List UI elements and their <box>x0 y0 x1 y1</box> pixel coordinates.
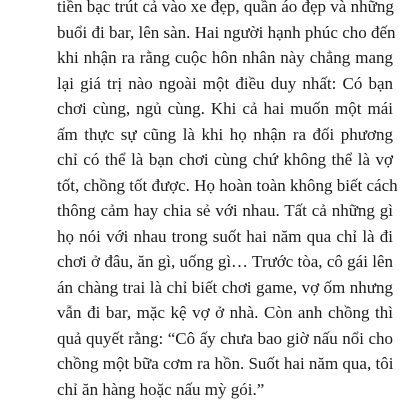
text-line-4: lại giá trị nào ngoài một điều duy nhất: Có bạn <box>57 73 393 93</box>
text-line-5: chơi cùng, ngủ cùng. Khi cả hai muốn một mái <box>57 99 393 118</box>
text-line-2: buổi đi bar, lên sàn. Hai người hạnh phúc cho đến <box>57 22 396 42</box>
text-line-10: họ nói với nhau trong suốt hai năm qua chỉ là đi <box>57 226 393 246</box>
text-line-9: thông cảm hay chia sẻ với nhau. Tất cả những gì <box>57 201 393 220</box>
text-line-12: án chàng trai là chỉ biết chơi game, vợ ốm nhưng <box>57 277 393 297</box>
text-line-8: tốt, chồng tốt được. Họ hoàn toàn không biết cách <box>57 175 398 195</box>
text-line-14: quả quyết rằng: “Cô ấy chưa bao giờ nấu nổi cho <box>57 328 393 348</box>
text-line-15: chồng một bữa cơm ra hồn. Suốt hai năm qua, tôi <box>57 354 394 373</box>
text-line-7: chỉ có thể là bạn chơi cùng chứ không thể là vợ <box>57 150 393 169</box>
text-line-6: ấm thực sự cũng là khi họ nhận ra đối phương <box>57 124 393 144</box>
text-line-1: tiền bạc trút cả vào xe đẹp, quần áo đẹp và những <box>57 0 394 16</box>
text-line-11: chơi ở đâu, ăn gì, uống gì… Trước tòa, cô gái lên <box>57 252 393 271</box>
text-line-13: vẫn đi bar, mặc kệ vợ ở nhà. Còn anh chồng thì <box>57 303 393 322</box>
text-line-3: khi nhận ra rằng cuộc hôn nhân này chẳng mang <box>57 48 393 67</box>
text-line-16: chỉ ăn hàng hoặc nấu mỳ gói.” <box>57 379 265 399</box>
body-text <box>57 0 398 400</box>
